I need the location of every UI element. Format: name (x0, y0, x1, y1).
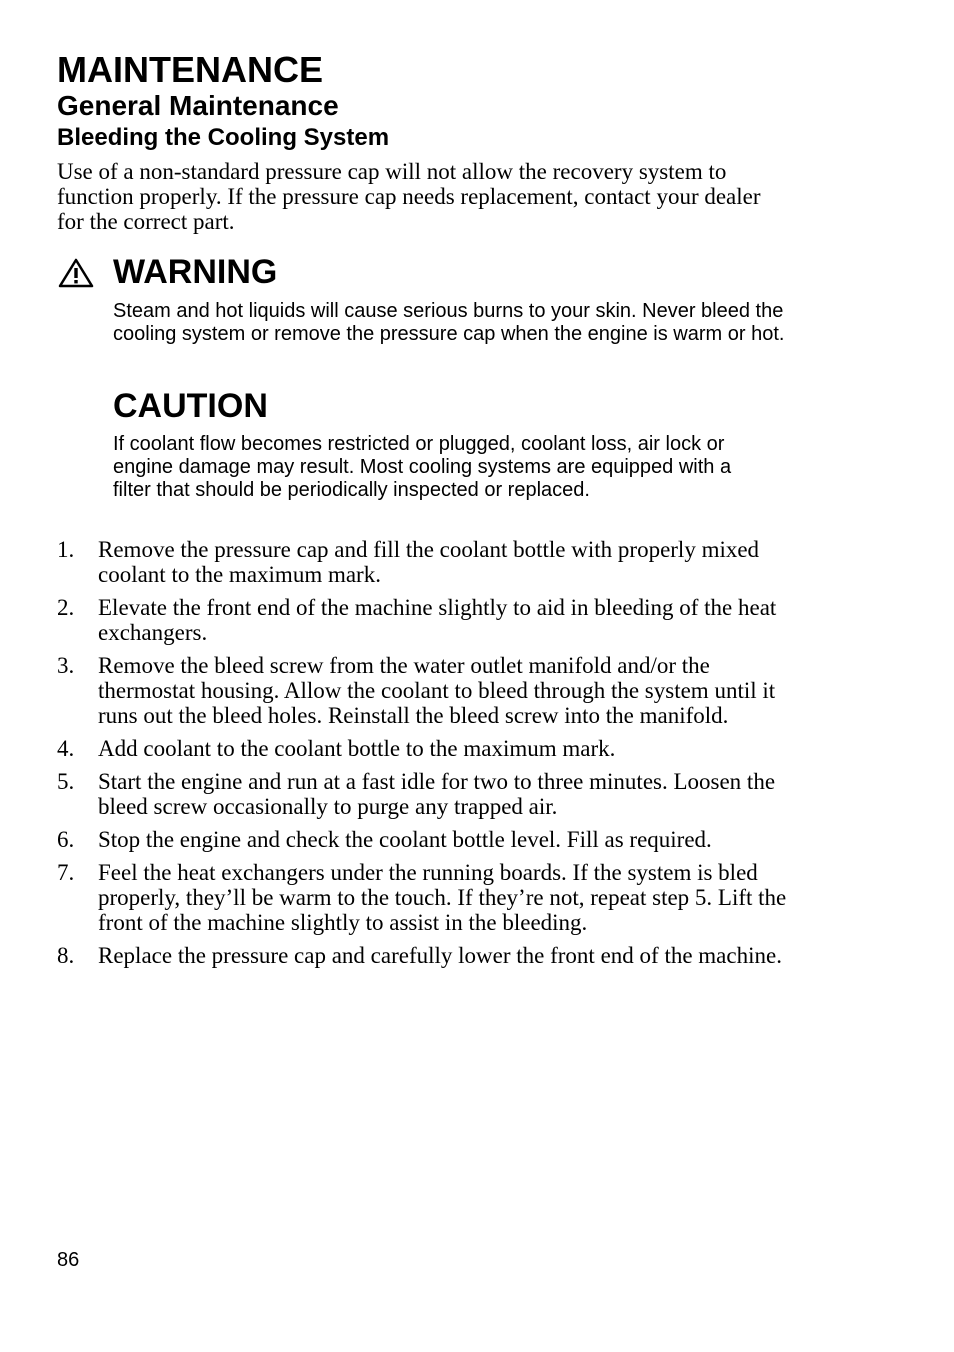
step-text: Add coolant to the coolant bottle to the maximum mark. (98, 736, 616, 761)
step-number: 4. (57, 736, 75, 761)
step-text: Elevate the front end of the machine slightly to aid in bleeding of the heat exchangers. (98, 595, 777, 645)
warning-text: Steam and hot liquids will cause serious burns to your skin. Never bleed the cooling system or remove the pressure cap when the engine is warm or hot. (113, 300, 785, 345)
warning-triangle-icon (58, 258, 94, 288)
warning-title: WARNING (113, 253, 278, 291)
step-text: Replace the pressure cap and carefully lower the front end of the machine. (98, 943, 782, 968)
step-number: 6. (57, 827, 75, 852)
step-number: 8. (57, 943, 75, 968)
caution-title: CAUTION (113, 387, 268, 425)
step-number: 5. (57, 769, 75, 794)
caution-text: If coolant flow becomes restricted or plugged, coolant loss, air lock or engine damage may result. Most cooling systems are equipped with a filter that should be periodically inspected or replaced. (113, 433, 732, 501)
section-title: MAINTENANCE (57, 49, 323, 90)
step-text: Stop the engine and check the coolant bottle level. Fill as required. (98, 827, 712, 852)
step-text: Start the engine and run at a fast idle for two to three minutes. Loosen the bleed screw occasionally to purge any trapped air. (98, 769, 776, 819)
subsection-title: General Maintenance (57, 90, 339, 121)
step-item (57, 943, 797, 968)
step-text: Remove the bleed screw from the water outlet manifold and/or the thermostat housing. Allow the coolant to bleed through the system until it runs out the bleed holes. Reinstall the bleed screw into the manifold. (98, 653, 776, 728)
step-number: 3. (57, 653, 75, 678)
step-text: Feel the heat exchangers under the running boards. If the system is bled properly, they’ll be warm to the touch. If they’re not, repeat step 5. Lift the front of the machine slightly to assist in the bleeding. (98, 860, 787, 935)
procedure-steps (57, 537, 797, 976)
intro-paragraph: Use of a non-standard pressure cap will not allow the recovery system to function properly. If the pressure cap needs replacement, contact your dealer for the correct part. (57, 159, 761, 234)
page-number: 86 (57, 1249, 80, 1271)
step-item (57, 860, 797, 935)
step-number: 7. (57, 860, 75, 885)
step-item (57, 653, 797, 728)
topic-title: Bleeding the Cooling System (57, 124, 390, 151)
step-item (57, 769, 797, 819)
step-item (57, 537, 797, 587)
step-text: Remove the pressure cap and fill the coolant bottle with properly mixed coolant to the maximum mark. (98, 537, 760, 587)
step-item (57, 736, 797, 761)
step-item (57, 827, 797, 852)
step-number: 1. (57, 537, 75, 562)
step-item (57, 595, 797, 645)
step-number: 2. (57, 595, 75, 620)
